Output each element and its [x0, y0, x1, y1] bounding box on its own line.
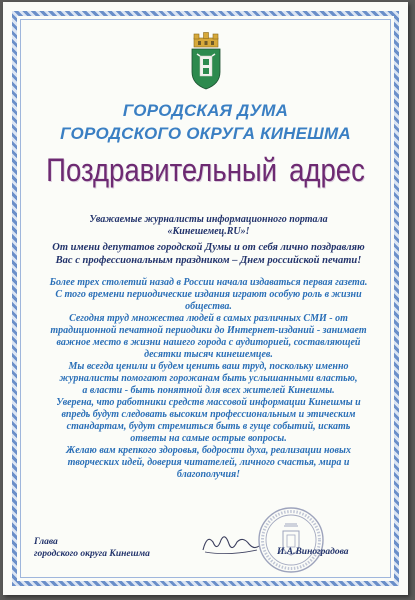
body-line: традиционной печатной периодики до Интернет-изданий - занимает [50, 325, 367, 336]
body-line: а власти - быть понятной для всех жителей Кинешмы. [82, 385, 335, 396]
body-line: важное место в жизни нашего города с аудиторией, составляющей [56, 337, 361, 348]
body-line: ответы на самые острые вопросы. [130, 433, 287, 444]
body-line: стандартам, будут стремиться быть в гуще событий, искать [66, 421, 351, 432]
greeting-line-1: Уважаемые журналисты информационного портала [89, 214, 328, 225]
body-line: Более трех столетий назад в России начала издаваться первая газета. [49, 277, 368, 288]
handwritten-signature-icon [199, 530, 263, 560]
header-line-1: ГОРОДСКАЯ ДУМА [122, 101, 289, 120]
title-word-2: адрес [289, 152, 365, 188]
certificate-sheet [3, 2, 408, 595]
position-line-2: городского округа Кинешма [34, 549, 150, 559]
intro-line-1: От имени депутатов городской Думы и от себя лично поздравляю [52, 242, 365, 253]
intro-line-2: Вас с профессиональным праздником – Днем российской печати! [55, 254, 362, 266]
title-word-1: Поздравительный [46, 152, 278, 188]
body-line: С того времени периодические издания играют особую роль в жизни [55, 289, 362, 300]
body-line: десятки тысяч кинешемцев. [144, 349, 273, 360]
body-line: Мы всегда ценили и будем ценить ваш труд, поскольку именно [68, 361, 349, 372]
body-line: Желаю вам крепкого здоровья, бодрости духа, реализации новых [66, 445, 351, 456]
position-line-1: Глава [34, 537, 58, 547]
greeting [37, 214, 380, 238]
signatory-position [34, 536, 150, 560]
intro-paragraph [37, 242, 380, 267]
official-seal-icon [256, 505, 326, 575]
header-line-2: ГОРОДСКОГО ОКРУГА КИНЕШМА [60, 124, 351, 143]
body-line: Сегодня труд множества людей в самых различных СМИ - от [69, 313, 348, 324]
city-coat-of-arms-icon [190, 32, 222, 90]
body-line: журналисты помогают горожанам быть услышанными властью, [59, 373, 358, 384]
body-line: Уверена, что работники средств массовой информации Кинешмы и [56, 397, 361, 408]
body-line: благополучия! [176, 469, 241, 480]
body-line: творческих идей, доверия читателей, личного счастья, мира и [67, 457, 350, 468]
document-title [31, 152, 379, 189]
greeting-line-2: «Кинешемец.RU»! [167, 226, 250, 237]
body-line: общества. [185, 301, 232, 312]
body-line: впредь будут следовать высоким профессиональным и этическим [61, 409, 356, 420]
body-text [37, 277, 380, 481]
signatory-name: И.А.Виноградова [277, 547, 349, 557]
